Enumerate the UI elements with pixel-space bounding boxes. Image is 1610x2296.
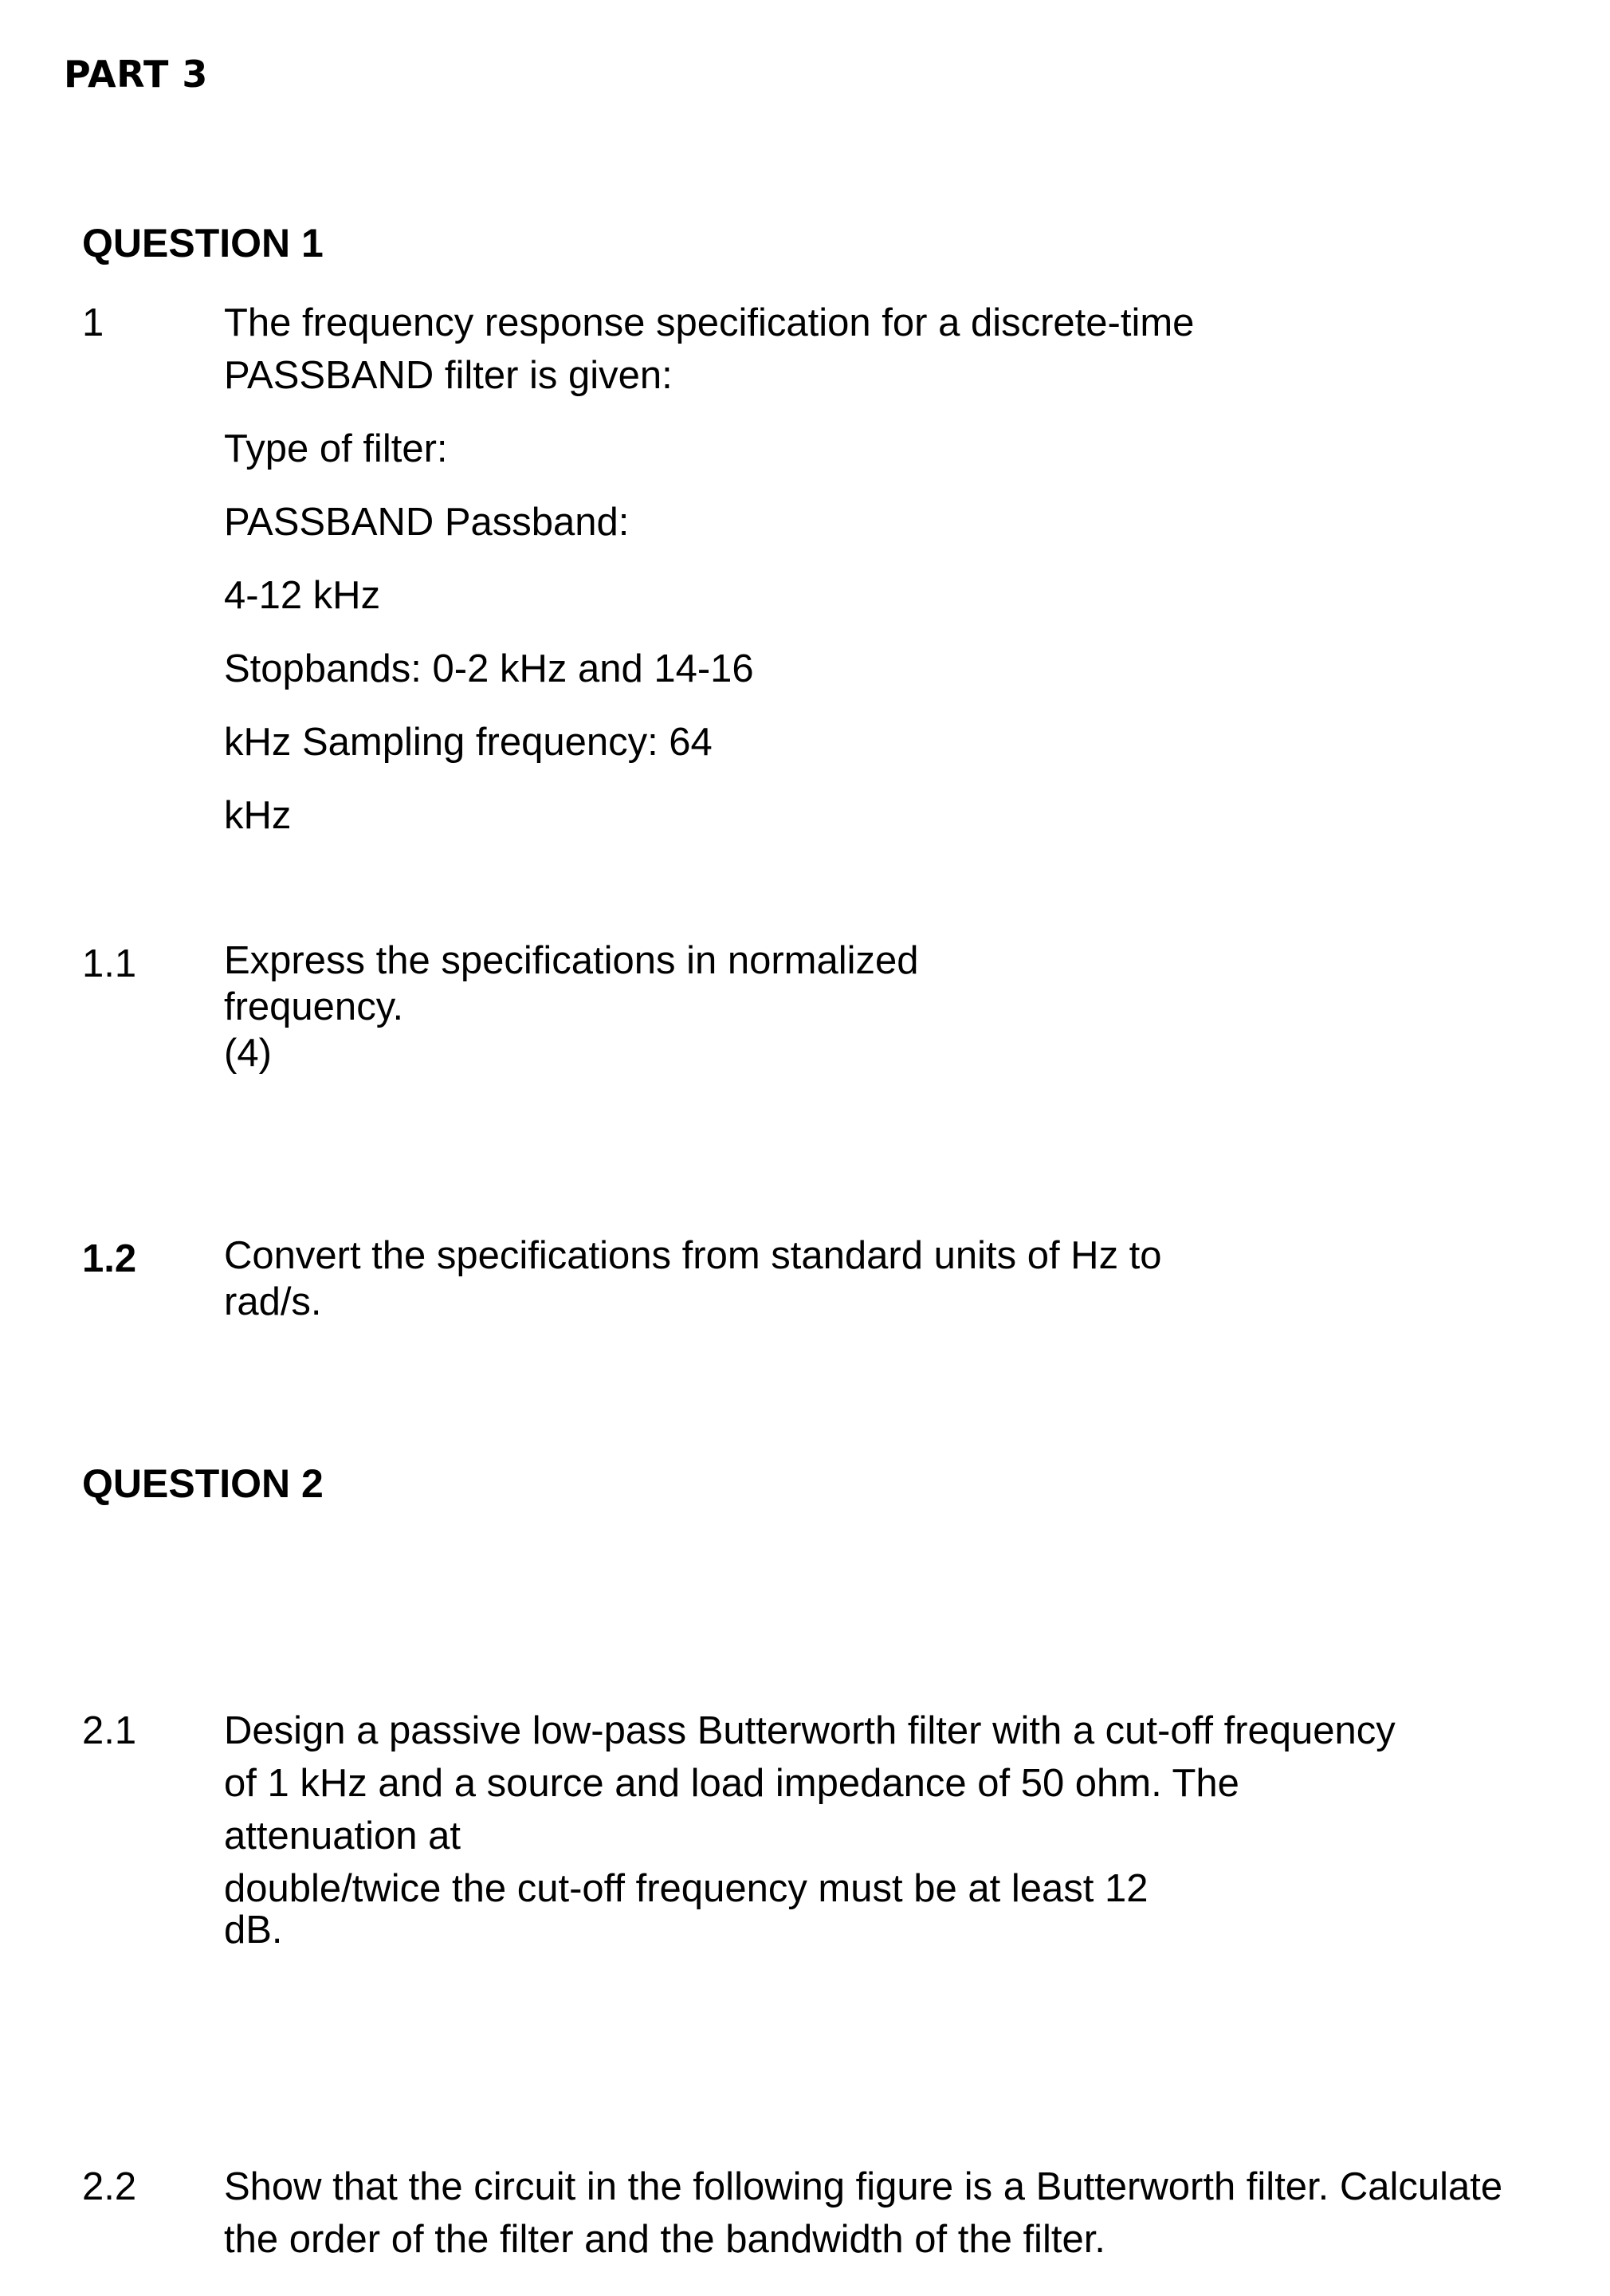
subquestion-line: rad/s. <box>224 1280 322 1323</box>
subquestion-line: the order of the filter and the bandwidth of the filter. <box>224 2218 1105 2261</box>
subquestion-2-1-number: 2.1 <box>82 1709 137 1752</box>
subquestion-2-1-text <box>224 1704 1396 1915</box>
subquestion-2-1-tail: dB. <box>224 1909 283 1952</box>
part-title: PART 3 <box>64 53 208 96</box>
marks-label: (4) <box>224 1032 272 1075</box>
subquestion-line: Convert the specifications from standard units of Hz to <box>224 1234 1162 1277</box>
spec-line: Type of filter: <box>224 427 448 470</box>
subquestion-line: Show that the circuit in the following figure is a Butterworth filter. Calculate <box>224 2165 1503 2208</box>
spec-line: PASSBAND Passband: <box>224 501 630 544</box>
filter-spec-list <box>224 423 754 863</box>
spec-line: kHz Sampling frequency: 64 <box>224 721 713 764</box>
subquestion-1-1-text <box>224 938 919 1076</box>
subquestion-1-2-text <box>224 1233 1162 1325</box>
question-1-heading: QUESTION 1 <box>82 221 324 265</box>
subquestion-line: Express the specifications in normalized <box>224 939 919 982</box>
subquestion-1-2-number: 1.2 <box>82 1237 137 1280</box>
subquestion-line: double/twice the cut-off frequency must be at least 12 <box>224 1867 1149 1910</box>
subquestion-1-1-number: 1.1 <box>82 942 137 985</box>
question-1-intro <box>224 297 1194 402</box>
spec-line: Stopbands: 0-2 kHz and 14-16 <box>224 647 754 690</box>
subquestion-2-2-number: 2.2 <box>82 2165 137 2208</box>
spec-line: kHz <box>224 794 292 837</box>
spec-line: 4-12 kHz <box>224 574 381 617</box>
subquestion-2-2-text <box>224 2160 1502 2266</box>
subquestion-line: attenuation at <box>224 1814 461 1858</box>
intro-line: The frequency response specification for a discrete-time <box>224 301 1195 344</box>
subquestion-line: frequency. <box>224 985 404 1028</box>
subquestion-line: Design a passive low-pass Butterworth filter with a cut-off frequency <box>224 1709 1396 1752</box>
intro-line: PASSBAND filter is given: <box>224 354 673 397</box>
subquestion-line: of 1 kHz and a source and load impedance of 50 ohm. The <box>224 1762 1239 1805</box>
question-1-number: 1 <box>82 301 104 344</box>
question-2-heading: QUESTION 2 <box>82 1461 324 1506</box>
